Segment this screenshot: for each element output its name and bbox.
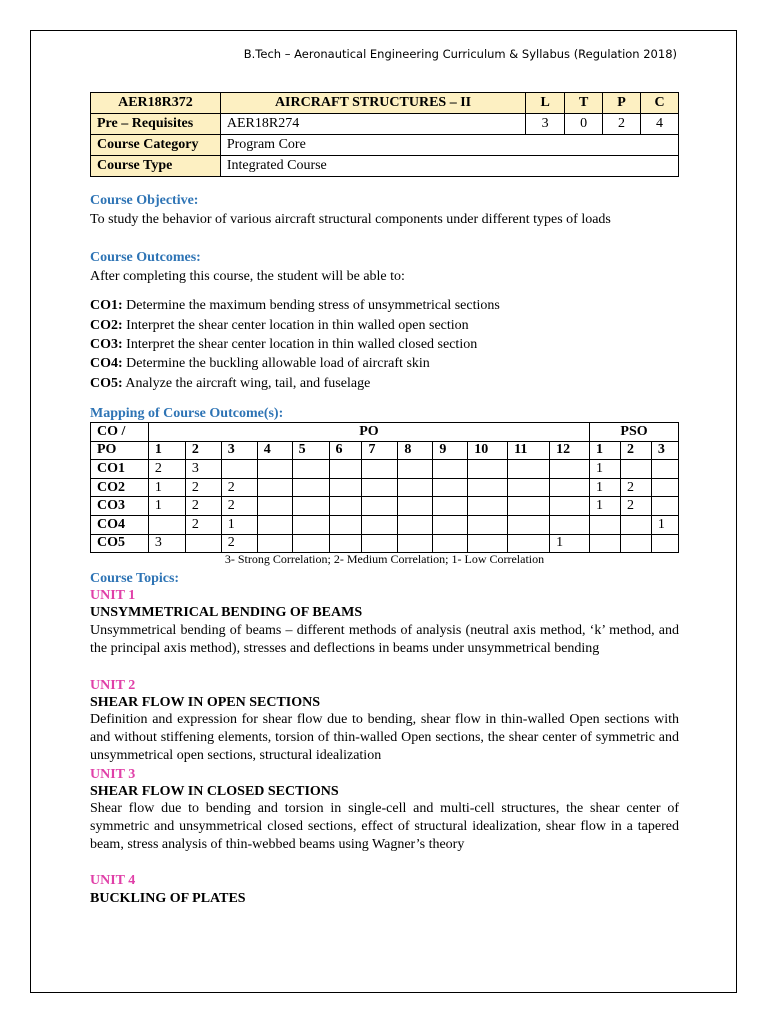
po-cell <box>398 478 433 497</box>
po-column-header: 1 <box>148 441 185 460</box>
po-cell <box>292 534 329 553</box>
po-cell: 3 <box>185 460 221 479</box>
mapping-row <box>91 534 679 553</box>
po-cell <box>329 497 362 516</box>
prereq-value: AER18R274 <box>220 114 525 135</box>
po-column-header: 12 <box>550 441 590 460</box>
unit-description: Definition and expression for shear flow due to bending, shear flow in thin-walled Open sections with and without stiffening elements, torsion of thin-walled Open sections, the shear center of symmetric and unsymmetrical open sections, structural idealization <box>90 712 679 763</box>
po-column-header: 9 <box>433 441 468 460</box>
po-cell <box>257 478 292 497</box>
unit-description: Unsymmetrical bending of beams – different methods of analysis (neutral axis method, ‘k’ method, and the principal axis method), stresses and deflections in beams under unsymmetrical bending <box>90 623 679 656</box>
po-column-header: 11 <box>508 441 550 460</box>
pso-cell <box>620 515 651 534</box>
po-cell <box>433 534 468 553</box>
po-column-header: 3 <box>221 441 257 460</box>
po-cell <box>292 478 329 497</box>
outcome-code: CO1: <box>90 298 123 313</box>
ltpc-label-l: L <box>526 93 565 114</box>
outcome-code: CO2: <box>90 318 123 333</box>
unit-title: UNSYMMETRICAL BENDING OF BEAMS <box>90 605 363 620</box>
po-cell <box>257 497 292 516</box>
po-cell: 1 <box>221 515 257 534</box>
po-cell: 2 <box>185 497 221 516</box>
outcome-item <box>90 354 430 373</box>
po-cell <box>257 460 292 479</box>
ltpc-value-c: 4 <box>641 114 679 135</box>
po-cell <box>362 534 398 553</box>
po-cell <box>468 534 508 553</box>
po-column-header: 6 <box>329 441 362 460</box>
outcome-text: Interpret the shear center location in thin walled closed section <box>122 337 478 352</box>
po-group-header: PO <box>148 423 589 442</box>
po-cell <box>550 497 590 516</box>
po-cell <box>257 534 292 553</box>
outcome-text: Interpret the shear center location in thin walled open section <box>122 318 469 333</box>
po-cell <box>468 515 508 534</box>
ltpc-label-p: P <box>603 93 641 114</box>
unit-label: UNIT 4 <box>90 873 136 888</box>
po-cell <box>398 534 433 553</box>
po-cell <box>508 515 550 534</box>
outcome-code: CO3: <box>90 337 123 352</box>
po-cell <box>292 497 329 516</box>
outcome-item <box>90 374 370 393</box>
po-cell <box>221 460 257 479</box>
mapping-group-header-row <box>91 423 679 442</box>
category-value: Program Core <box>220 135 678 156</box>
po-cell <box>329 478 362 497</box>
po-column-header: 5 <box>292 441 329 460</box>
po-cell: 2 <box>221 478 257 497</box>
pso-cell: 1 <box>590 460 621 479</box>
mapping-row <box>91 478 679 497</box>
pso-cell: 1 <box>651 515 678 534</box>
course-info-table <box>90 92 679 177</box>
outcome-item <box>90 335 477 354</box>
pso-column-header: 3 <box>651 441 678 460</box>
mapping-heading: Mapping of Course Outcome(s): <box>90 406 284 421</box>
pso-cell <box>651 478 678 497</box>
po-cell <box>468 478 508 497</box>
po-cell: 2 <box>148 460 185 479</box>
prereq-label: Pre – Requisites <box>91 114 221 135</box>
po-cell <box>185 534 221 553</box>
course-code: AER18R372 <box>91 93 221 114</box>
unit-label: UNIT 2 <box>90 678 136 693</box>
ltpc-label-t: T <box>565 93 603 114</box>
unit-label: UNIT 3 <box>90 767 136 782</box>
course-title: AIRCRAFT STRUCTURES – II <box>220 93 525 114</box>
pso-cell <box>651 460 678 479</box>
outcome-text: Determine the maximum bending stress of unsymmetrical sections <box>122 298 500 313</box>
po-cell <box>508 497 550 516</box>
pso-cell <box>590 515 621 534</box>
mapping-corner-top: CO / <box>91 423 149 442</box>
po-column-header: 4 <box>257 441 292 460</box>
pso-cell <box>590 534 621 553</box>
po-column-header: 7 <box>362 441 398 460</box>
pso-cell <box>620 460 651 479</box>
po-cell <box>362 515 398 534</box>
course-type-label: Course Type <box>91 156 221 177</box>
ltpc-label-c: C <box>641 93 679 114</box>
outcomes-heading: Course Outcomes: <box>90 250 201 265</box>
ltpc-value-t: 0 <box>565 114 603 135</box>
po-cell <box>508 478 550 497</box>
po-cell <box>433 497 468 516</box>
unit-title: SHEAR FLOW IN CLOSED SECTIONS <box>90 784 339 799</box>
po-cell <box>468 497 508 516</box>
po-cell <box>550 515 590 534</box>
outcome-item <box>90 296 500 315</box>
po-cell <box>329 515 362 534</box>
po-cell <box>468 460 508 479</box>
po-cell: 2 <box>185 515 221 534</box>
outcome-code: CO4: <box>90 356 123 371</box>
ltpc-value-l: 3 <box>526 114 565 135</box>
outcome-item <box>90 316 469 335</box>
po-cell <box>362 478 398 497</box>
pso-cell <box>651 534 678 553</box>
po-cell <box>362 460 398 479</box>
po-cell <box>433 515 468 534</box>
mapping-column-header-row <box>91 441 679 460</box>
po-cell: 1 <box>148 497 185 516</box>
po-column-header: 10 <box>468 441 508 460</box>
po-cell <box>398 515 433 534</box>
document-header: B.Tech – Aeronautical Engineering Curriculum & Syllabus (Regulation 2018) <box>243 47 677 61</box>
po-column-header: 8 <box>398 441 433 460</box>
mapping-row <box>91 460 679 479</box>
mapping-table <box>90 422 679 553</box>
pso-column-header: 1 <box>590 441 621 460</box>
pso-cell <box>651 497 678 516</box>
unit-description: Shear flow due to bending and torsion in single-cell and multi-cell structures, the shear center of symmetric and unsymmetrical closed sections, effect of structural idealization, shear flow in a tapered beam, stress analysis of thin-webbed beams using Wagner’s theory <box>90 801 679 852</box>
unit-label: UNIT 1 <box>90 588 136 603</box>
po-cell <box>433 478 468 497</box>
po-cell: 2 <box>221 534 257 553</box>
outcome-text: Analyze the aircraft wing, tail, and fuselage <box>122 376 371 391</box>
po-cell <box>508 534 550 553</box>
outcomes-intro: After completing this course, the student will be able to: <box>90 269 405 284</box>
po-cell: 2 <box>185 478 221 497</box>
outcome-code: CO5: <box>90 376 123 391</box>
mapping-row-label: CO5 <box>91 534 149 553</box>
pso-group-header: PSO <box>590 423 679 442</box>
ltpc-value-p: 2 <box>603 114 641 135</box>
po-cell <box>362 497 398 516</box>
po-cell <box>329 534 362 553</box>
mapping-row-label: CO3 <box>91 497 149 516</box>
mapping-row <box>91 497 679 516</box>
po-cell <box>433 460 468 479</box>
outcome-text: Determine the buckling allowable load of aircraft skin <box>122 356 430 371</box>
pso-column-header: 2 <box>620 441 651 460</box>
pso-cell: 1 <box>590 497 621 516</box>
mapping-row <box>91 515 679 534</box>
unit-title: SHEAR FLOW IN OPEN SECTIONS <box>90 695 321 710</box>
po-cell <box>398 497 433 516</box>
po-cell <box>550 460 590 479</box>
mapping-legend: 3- Strong Correlation; 2- Medium Correlation; 1- Low Correlation <box>224 552 545 566</box>
pso-cell <box>620 534 651 553</box>
mapping-corner-bottom: PO <box>91 441 149 460</box>
po-cell <box>508 460 550 479</box>
po-cell: 3 <box>148 534 185 553</box>
pso-cell: 2 <box>620 497 651 516</box>
pso-cell: 2 <box>620 478 651 497</box>
objective-heading: Course Objective: <box>90 193 199 208</box>
mapping-row-label: CO1 <box>91 460 149 479</box>
mapping-row-label: CO2 <box>91 478 149 497</box>
pso-cell: 1 <box>590 478 621 497</box>
po-cell <box>292 515 329 534</box>
po-cell <box>257 515 292 534</box>
topics-heading: Course Topics: <box>90 571 180 586</box>
po-cell <box>329 460 362 479</box>
unit-title: BUCKLING OF PLATES <box>90 891 246 906</box>
category-label: Course Category <box>91 135 221 156</box>
po-cell <box>550 478 590 497</box>
po-cell: 1 <box>148 478 185 497</box>
objective-text: To study the behavior of various aircraft structural components under different types of loads <box>90 212 611 227</box>
po-cell: 1 <box>550 534 590 553</box>
mapping-row-label: CO4 <box>91 515 149 534</box>
po-cell <box>398 460 433 479</box>
po-cell <box>148 515 185 534</box>
course-type-value: Integrated Course <box>220 156 678 177</box>
po-cell <box>292 460 329 479</box>
po-column-header: 2 <box>185 441 221 460</box>
po-cell: 2 <box>221 497 257 516</box>
